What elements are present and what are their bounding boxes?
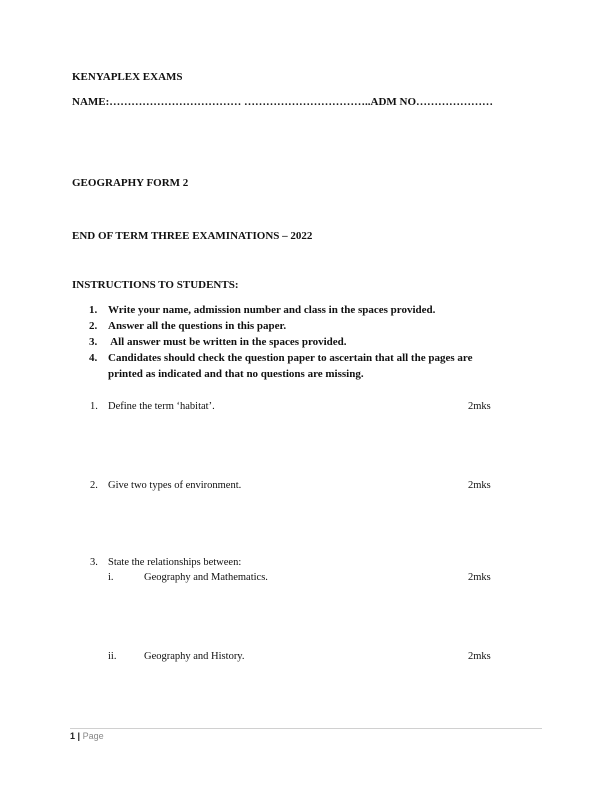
subquestion-num: ii. <box>108 651 117 662</box>
school-name: KENYAPLEX EXAMS <box>72 71 183 83</box>
question-text: Define the term ‘habitat’. <box>108 401 215 412</box>
footer-divider <box>70 728 542 729</box>
instruction-text: All answer must be written in the spaces provided. <box>108 336 347 348</box>
instructions-title: INSTRUCTIONS TO STUDENTS: <box>72 279 239 291</box>
question-num: 2. <box>90 480 98 491</box>
instruction-text: Candidates should check the question paper to ascertain that all the pages are <box>108 352 473 364</box>
subquestion-num: i. <box>108 572 114 583</box>
name-adm-line: NAME:……………………………… ……………………………..ADM NO………………… <box>72 96 494 108</box>
subquestion-text: Geography and Mathematics. <box>144 572 268 583</box>
page-footer <box>70 731 104 741</box>
instruction-text: Answer all the questions in this paper. <box>108 320 287 332</box>
question-marks: 2mks <box>468 480 491 491</box>
subject-title: GEOGRAPHY FORM 2 <box>72 177 189 189</box>
question-text: Give two types of environment. <box>108 480 242 491</box>
instruction-num: 3. <box>89 336 98 348</box>
subquestion-marks: 2mks <box>468 572 491 583</box>
question-text: State the relationships between: <box>108 557 242 568</box>
instruction-num: 2. <box>89 320 98 332</box>
instruction-num: 1. <box>89 304 98 316</box>
question-marks: 2mks <box>468 401 491 412</box>
page-label: Page <box>82 731 104 741</box>
page-number: 1 <box>70 731 76 741</box>
subquestion-text: Geography and History. <box>144 651 245 662</box>
exam-title: END OF TERM THREE EXAMINATIONS – 2022 <box>72 230 313 242</box>
question-num: 3. <box>90 557 98 568</box>
subquestion-marks: 2mks <box>468 651 491 662</box>
footer-separator: | <box>77 731 81 741</box>
instruction-text: Write your name, admission number and class in the spaces provided. <box>108 304 436 316</box>
instruction-num: 4. <box>89 352 98 364</box>
question-num: 1. <box>90 401 98 412</box>
instruction-text-cont: printed as indicated and that no questions are missing. <box>108 368 364 380</box>
